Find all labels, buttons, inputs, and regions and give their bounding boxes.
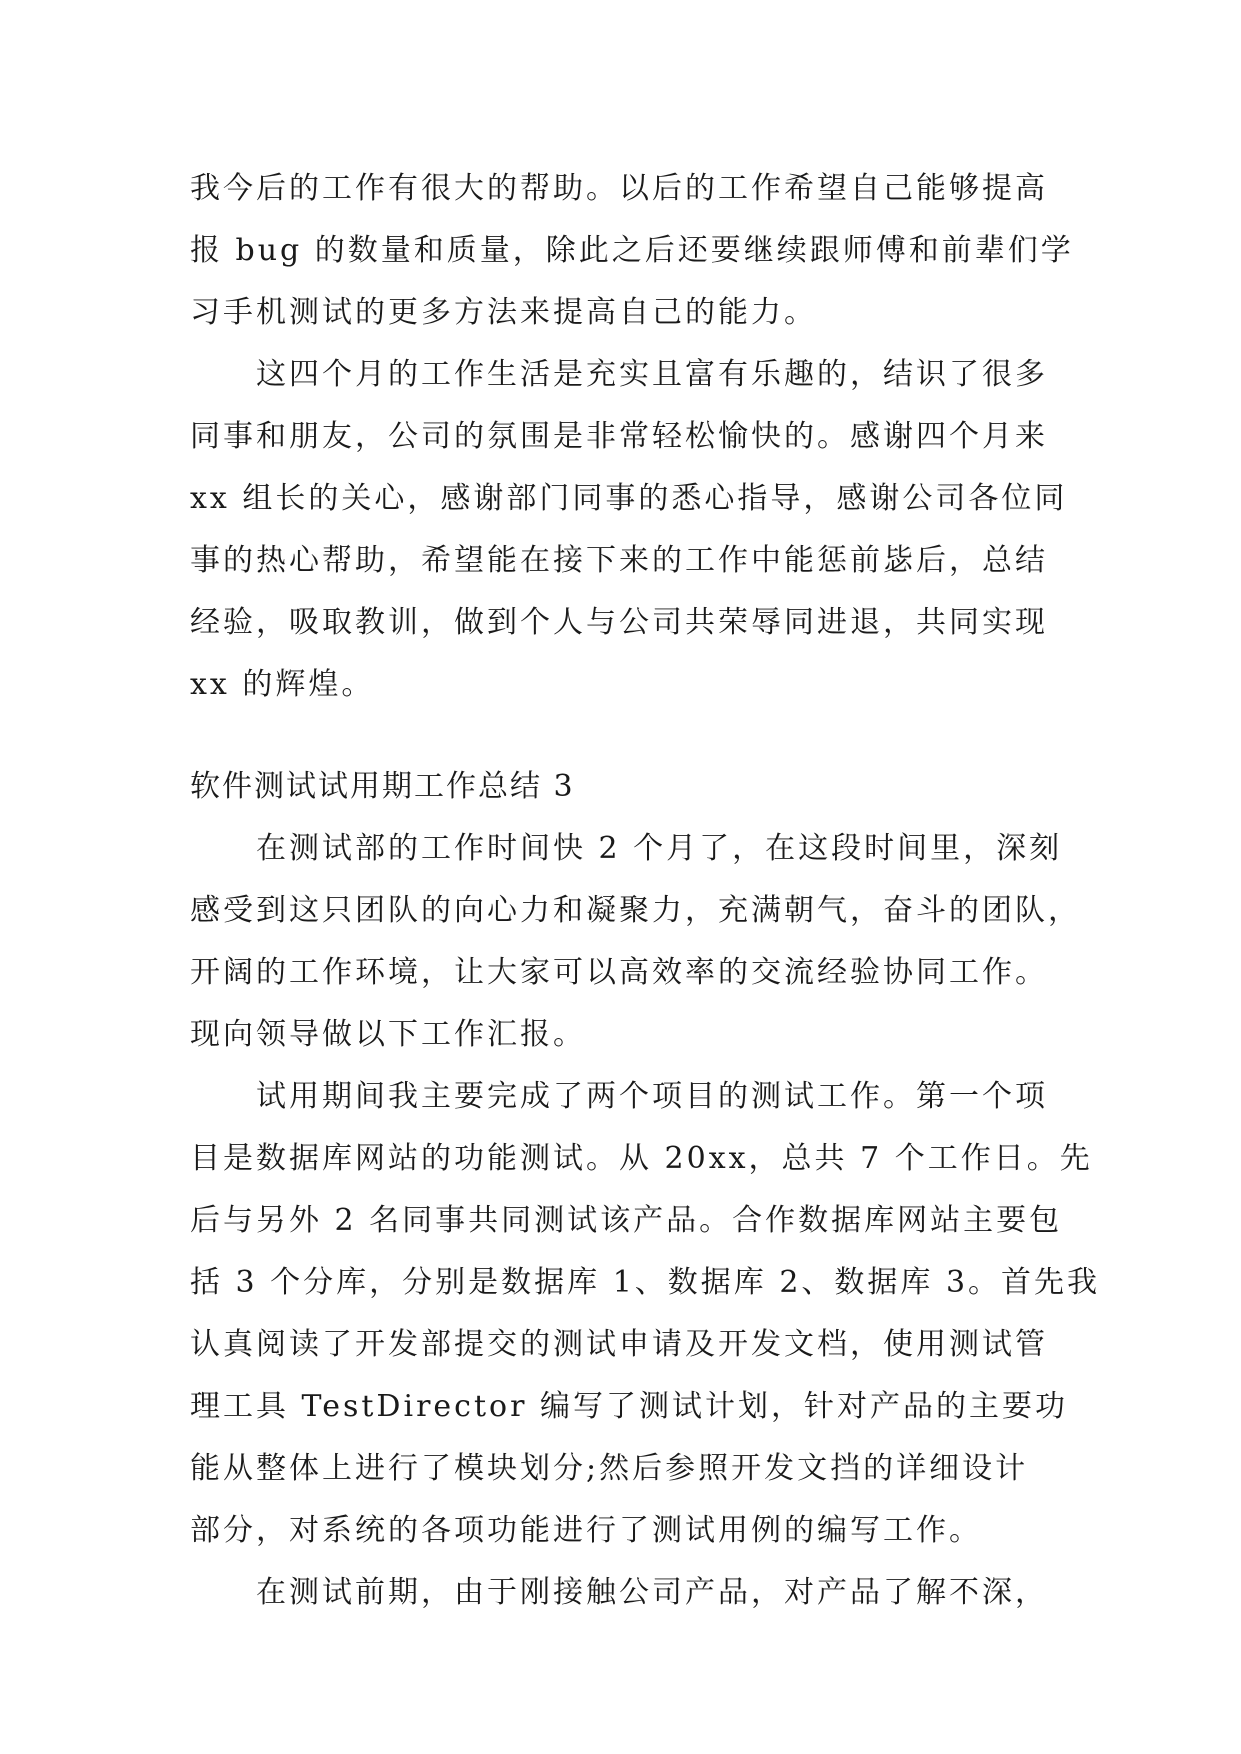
paragraph-early-testing <box>190 1562 1070 1624</box>
text-line: 在测试前期，由于刚接触公司产品，对产品了解不深， <box>256 1575 1048 1610</box>
text-line: 在测试部的工作时间快 2 个月了，在这段时间里，深刻 <box>256 831 1063 866</box>
text-line: 习手机测试的更多方法来提高自己的能力。 <box>190 295 817 330</box>
paragraph-gratitude <box>190 344 1070 716</box>
text-line: 能从整体上进行了模块划分;然后参照开发文挡的详细设计 <box>190 1451 1029 1486</box>
paragraph-intro <box>190 818 1081 1066</box>
text-line: 开阔的工作环境，让大家可以高效率的交流经验协同工作。 <box>190 955 1048 990</box>
text-line: 现向领导做以下工作汇报。 <box>190 1017 586 1052</box>
text-line: 理工具 TestDirector 编写了测试计划，针对产品的主要功 <box>190 1389 1068 1424</box>
text-line: 我今后的工作有很大的帮助。以后的工作希望自己能够提高 <box>190 171 1048 206</box>
text-line: 经验，吸取教训，做到个人与公司共荣辱同进退，共同实现 <box>190 605 1048 640</box>
text-line: 后与另外 2 名同事共同测试该产品。合作数据库网站主要包 <box>190 1203 1063 1238</box>
text-line: 部分，对系统的各项功能进行了测试用例的编写工作。 <box>190 1513 982 1548</box>
text-line: 试用期间我主要完成了两个项目的测试工作。第一个项 <box>256 1079 1048 1114</box>
text-line: 认真阅读了开发部提交的测试申请及开发文档，使用测试管 <box>190 1327 1048 1362</box>
document-body <box>190 158 1101 1624</box>
section-spacer <box>190 716 1070 756</box>
text-line: 这四个月的工作生活是充实且富有乐趣的，结识了很多 <box>256 357 1048 392</box>
text-line: 事的热心帮助，希望能在接下来的工作中能惩前毖后，总结 <box>190 543 1048 578</box>
text-line: 同事和朋友，公司的氛围是非常轻松愉快的。感谢四个月来 <box>190 419 1048 454</box>
text-line: xx 的辉煌。 <box>190 667 375 702</box>
paragraph-continuation <box>190 158 1074 344</box>
text-line: 括 3 个分库，分别是数据库 1、数据库 2、数据库 3。首先我 <box>190 1265 1101 1300</box>
text-line: xx 组长的关心，感谢部门同事的悉心指导，感谢公司各位同 <box>190 481 1068 516</box>
section-title: 软件测试试用期工作总结 3 <box>190 769 575 804</box>
text-line: 目是数据库网站的功能测试。从 20xx，总共 7 个工作日。先 <box>190 1141 1093 1176</box>
paragraph-projects <box>190 1066 1101 1562</box>
text-line: 报 bug 的数量和质量，除此之后还要继续跟师傅和前辈们学 <box>190 233 1074 268</box>
text-line: 感受到这只团队的向心力和凝聚力，充满朝气，奋斗的团队， <box>190 893 1081 928</box>
